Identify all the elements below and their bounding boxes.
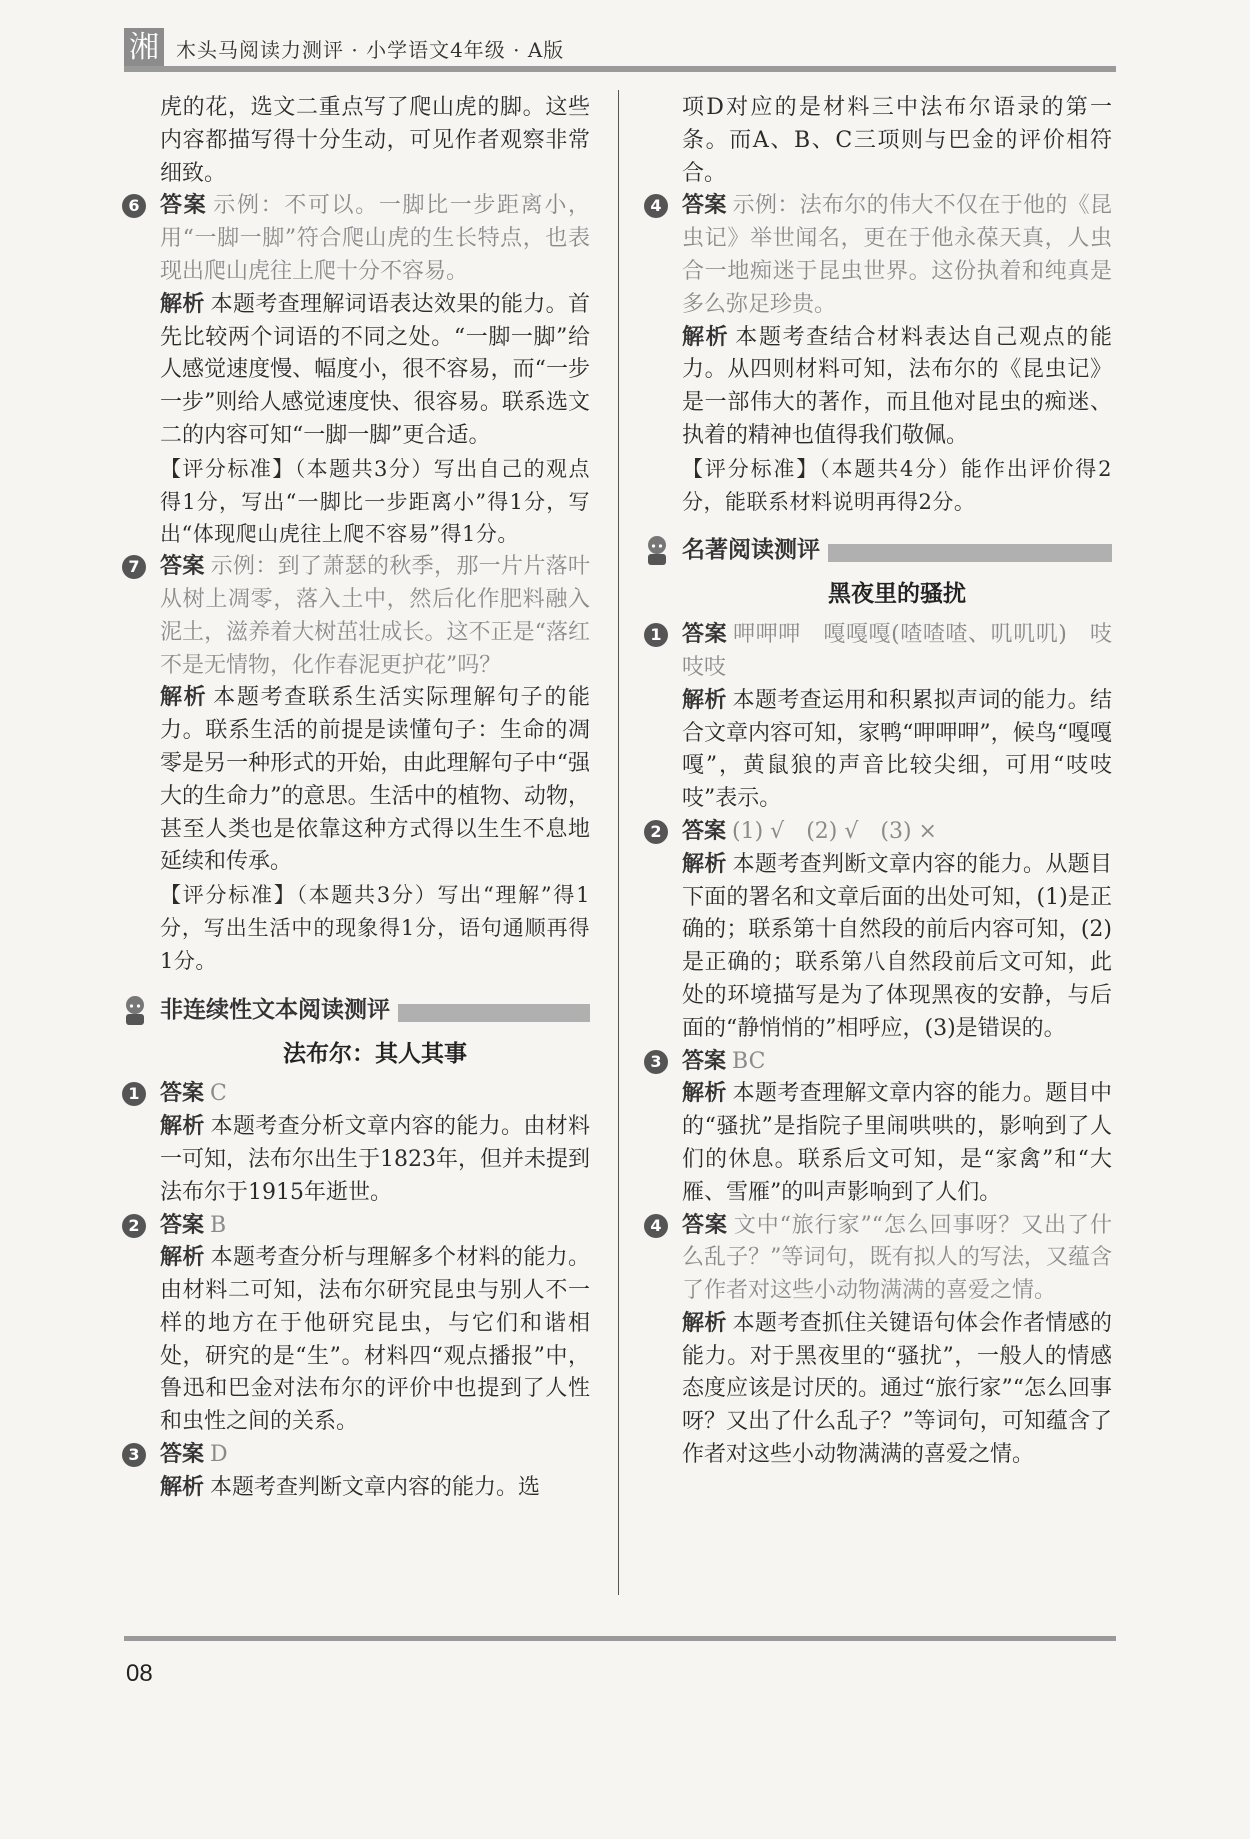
analysis-label: 解析 [160,1114,205,1140]
reader-icon [120,994,150,1026]
question-number: 6 [122,194,146,218]
question-number: 3 [122,1443,146,1467]
answer-text: 文中“旅行家”“怎么回事呀？又出了什么乱子？”等词句，既有拟人的写法，又蕴含了作者对这些小动物满满的喜爱之情。 [682,1212,1112,1304]
question-number: 4 [644,194,668,218]
question-number: 7 [122,555,146,579]
answer-label: 答案 [682,193,727,219]
reader-icon [642,534,672,566]
question-4 [650,190,1112,518]
answer-text: D [210,1442,228,1468]
analysis-text: 本题考查理解文章内容的能力。题目中的“骚扰”是指院子里闹哄哄的，影响到了人们的休息。联系后文可知，是“家禽”和“大雁、雪雁”的叫声影响到了人们。 [682,1081,1112,1205]
analysis-label: 解析 [682,851,727,877]
question-2 [128,1210,590,1440]
answer-text: 示例：不可以。一脚比一步距离小，用“一脚一脚”符合爬山虎的生长特点，也表现出爬山虎往上爬十分不容易。 [160,193,590,284]
answer-label: 答案 [682,1212,728,1238]
continued-text: 项D对应的是材料三中法布尔语录的第一条。而A、B、C三项则与巴金的评价相符合。 [682,95,1112,186]
analysis-label: 解析 [160,291,205,317]
question-number: 1 [644,623,668,647]
analysis-text: 本题考查抓住关键语句体会作者情感的能力。对于黑夜里的“骚扰”，一般人的情感态度应该是讨厌的。通过“旅行家”“怎么回事呀？又出了什么乱子？”等词句，可知蕴含了作者对这些小动物满满的喜爱之情。 [682,1310,1112,1468]
answer-label: 答案 [682,818,727,844]
article-title: 黑夜里的骚扰 [828,581,966,608]
analysis-label: 解析 [160,1245,205,1271]
section-header [682,532,1112,572]
question-6 [128,190,590,551]
answer-label: 答案 [160,1212,205,1238]
continued-text: 虎的花，选文二重点写了爬山虎的脚。这些内容都描写得十分生动，可见作者观察非常细致。 [160,95,590,186]
question-2 [650,816,1112,1046]
left-column [128,92,590,1505]
question-number: 3 [644,1050,668,1074]
question-1 [650,619,1112,816]
analysis-text: 本题考查运用和积累拟声词的能力。结合文章内容可知，家鸭“呷呷呷”，候鸟“嘎嘎嘎”，黄鼠狼的声音比较尖细，可用“吱吱吱”表示。 [682,687,1112,812]
analysis-label: 解析 [682,1310,727,1336]
answer-text: BC [732,1048,766,1074]
article-title: 法布尔：其人其事 [283,1040,467,1067]
column-divider [618,90,619,1595]
header-rule [124,66,1116,72]
page-number: 08 [126,1660,153,1687]
answer-text: 示例：到了萧瑟的秋季，那一片片落叶从树上凋零，落入土中，然后化作肥料融入泥土，滋养着大树茁壮成长。这不正是“落红不是无情物，化作春泥更护花”吗？ [160,554,590,678]
analysis-label: 解析 [682,687,727,713]
book-title: 木头马阅读力测评 · 小学语文4年级 · A版 [176,38,565,62]
section-title: 名著阅读测评 [682,534,828,567]
answer-label: 答案 [682,1048,727,1074]
question-3 [128,1439,590,1505]
question-1 [128,1078,590,1209]
footer-rule [124,1636,1116,1641]
answer-label: 答案 [160,1442,205,1468]
answer-label: 答案 [160,193,208,219]
analysis-text: 本题考查判断文章内容的能力。选 [210,1474,541,1500]
analysis-text: 本题考查结合材料表达自己观点的能力。从四则材料可知，法布尔的《昆虫记》是一部伟大的著作，而且他对昆虫的痴迷、执着的精神也值得我们敬佩。 [682,324,1112,448]
analysis-label: 解析 [160,685,208,711]
analysis-label: 解析 [160,1474,205,1500]
scoring-standard: 【评分标准】（本题共4分）能作出评价得2分，能联系材料说明再得2分。 [682,456,1112,514]
question-3 [650,1046,1112,1210]
answer-label: 答案 [160,1081,205,1107]
answer-text: 示例：法布尔的伟大不仅在于他的《昆虫记》举世闻名，更在于他永葆天真，人虫合一地痴迷于昆虫世界。这份执着和纯真是多么弥足珍贵。 [682,193,1112,317]
analysis-text: 本题考查理解词语表达效果的能力。首先比较两个词语的不同之处。“一脚一脚”给人感觉速度慢、幅度小，很不容易，而“一步一步”则给人感觉速度快、很容易。联系选文二的内容可知“一脚一脚”更合适。 [160,291,590,448]
analysis-text: 本题考查分析文章内容的能力。由材料一可知，法布尔出生于1823年，但并未提到法布尔于1915年逝世。 [160,1114,590,1205]
answer-text: B [210,1212,227,1238]
analysis-label: 解析 [682,1081,727,1107]
answer-text: C [210,1081,227,1107]
section-title: 非连续性文本阅读测评 [160,994,398,1027]
page-header [124,28,1116,70]
answer-label: 答案 [682,622,728,648]
province-badge: 湘 [124,28,164,68]
answer-text: (1) √ (2) √ (3) × [732,818,937,844]
question-number: 2 [644,820,668,844]
analysis-text: 本题考查分析与理解多个材料的能力。由材料二可知，法布尔研究昆虫与别人不一样的地方在于他研究昆虫，与它们和谐相处，研究的是“生”。材料四“观点播报”中，鲁迅和巴金对法布尔的评价中也提到了人性和虫性之间的关系。 [160,1245,590,1435]
question-number: 1 [122,1082,146,1106]
scoring-standard: 【评分标准】（本题共3分）写出“理解”得1分，写出生活中的现象得1分，语句通顺再得1分。 [160,883,590,973]
answer-label: 答案 [160,554,205,580]
right-column [650,92,1112,1472]
scoring-standard: 【评分标准】（本题共3分）写出自己的观点得1分，写出“一脚比一步距离小”得1分，写出“体现爬山虎往上爬不容易”得1分。 [160,456,590,547]
section-header [160,992,590,1032]
question-4 [650,1210,1112,1472]
analysis-text: 本题考查判断文章内容的能力。从题目下面的署名和文章后面的出处可知，(1)是正确的；联系第十自然段的前后内容可知，(2)是正确的；联系第八自然段前后文可知，此处的环境描写是为了体现黑夜的安静，与后面的“静悄悄的”相呼应，(3)是错误的。 [682,851,1112,1041]
question-number: 2 [122,1214,146,1238]
answer-text: 呷呷呷 嘎嘎嘎(喳喳喳、叽叽叽) 吱吱吱 [682,622,1112,680]
question-7 [128,551,590,977]
analysis-text: 本题考查联系生活实际理解句子的能力。联系生活的前提是读懂句子：生命的凋零是另一种形式的开始，由此理解句子中“强大的生命力”的意思。生活中的植物、动物，甚至人类也是依靠这种方式得以生生不息地延续和传承。 [160,685,590,875]
question-number: 4 [644,1214,668,1238]
analysis-label: 解析 [682,324,730,350]
